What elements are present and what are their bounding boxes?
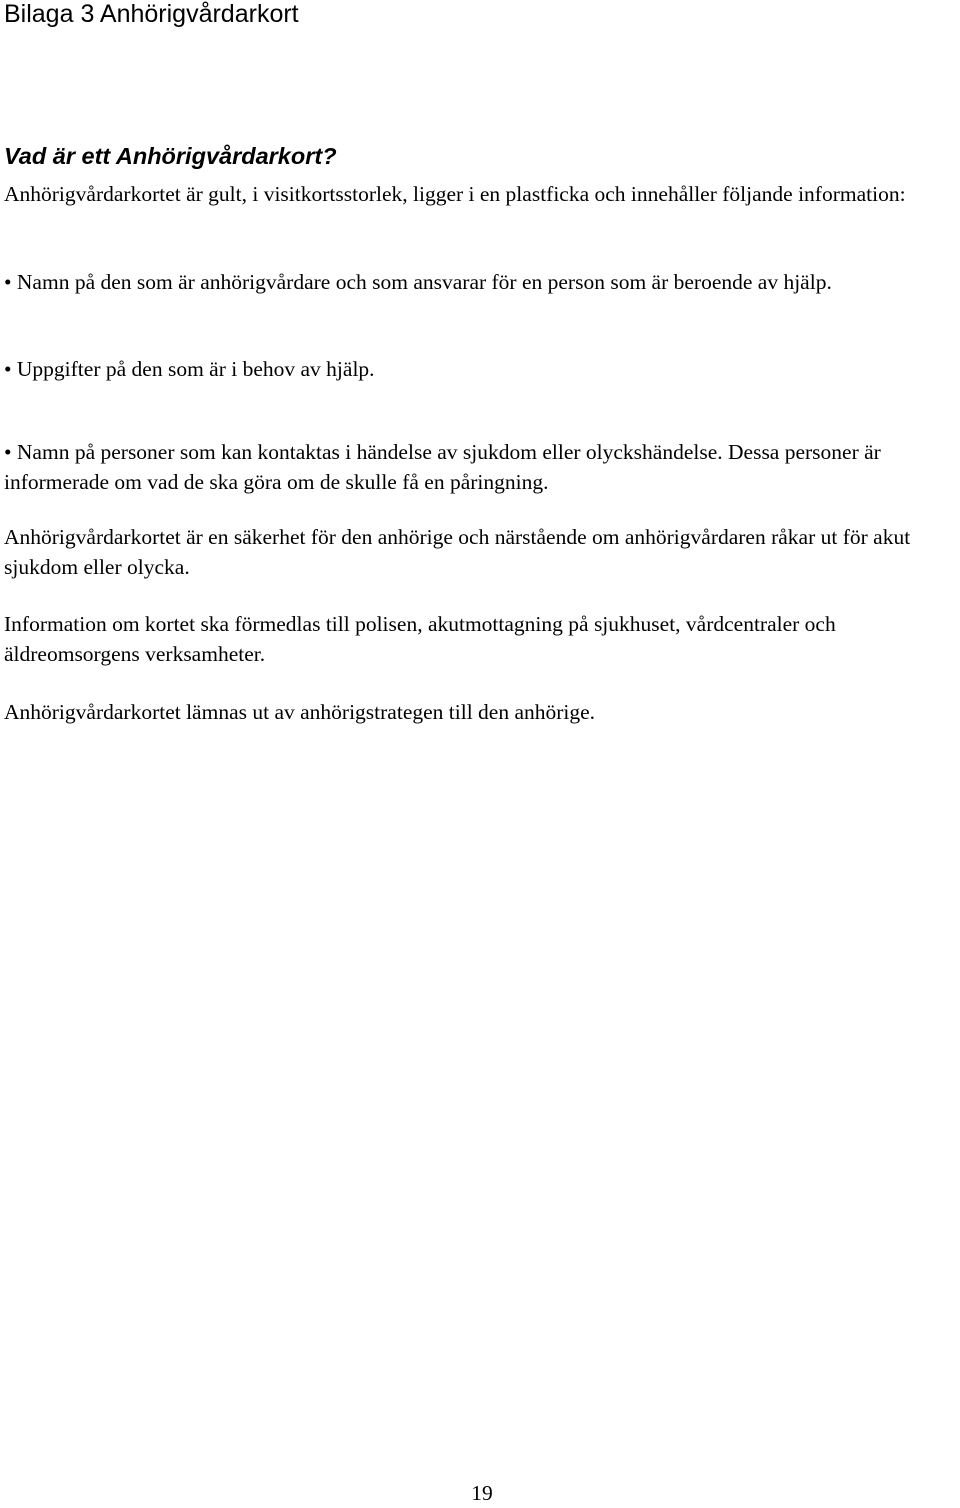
body-paragraph: Information om kortet ska förmedlas till polisen, akutmottagning på sjukhuset, vårdcentraler och äldreomsorgens verksamheter. [4, 612, 836, 666]
body-paragraph: Anhörigvårdarkortet lämnas ut av anhörigstrategen till den anhörige. [4, 700, 596, 724]
intro-paragraph: Anhörigvårdarkortet är gult, i visitkortsstorlek, ligger i en plastficka och innehåller följande information: [4, 182, 906, 206]
bullet-item: • Namn på den som är anhörigvårdare och som ansvarar för en person som är beroende av hjälp. [4, 270, 832, 294]
body-paragraph: Anhörigvårdarkortet är en säkerhet för den anhörige och närstående om anhörigvårdaren råkar ut för akut sjukdom eller olycka. [4, 525, 911, 579]
bullet-item: • Uppgifter på den som är i behov av hjälp. [4, 357, 375, 381]
section-heading: Vad är ett Anhörigvårdarkort? [4, 143, 337, 169]
bullet-item: • Namn på personer som kan kontaktas i händelse av sjukdom eller olyckshändelse. Dessa personer är informerade om vad de ska göra om de skulle få en påringning. [4, 440, 881, 494]
page-title: Bilaga 3 Anhörigvårdarkort [4, 0, 299, 28]
page-number: 19 [471, 1481, 493, 1505]
